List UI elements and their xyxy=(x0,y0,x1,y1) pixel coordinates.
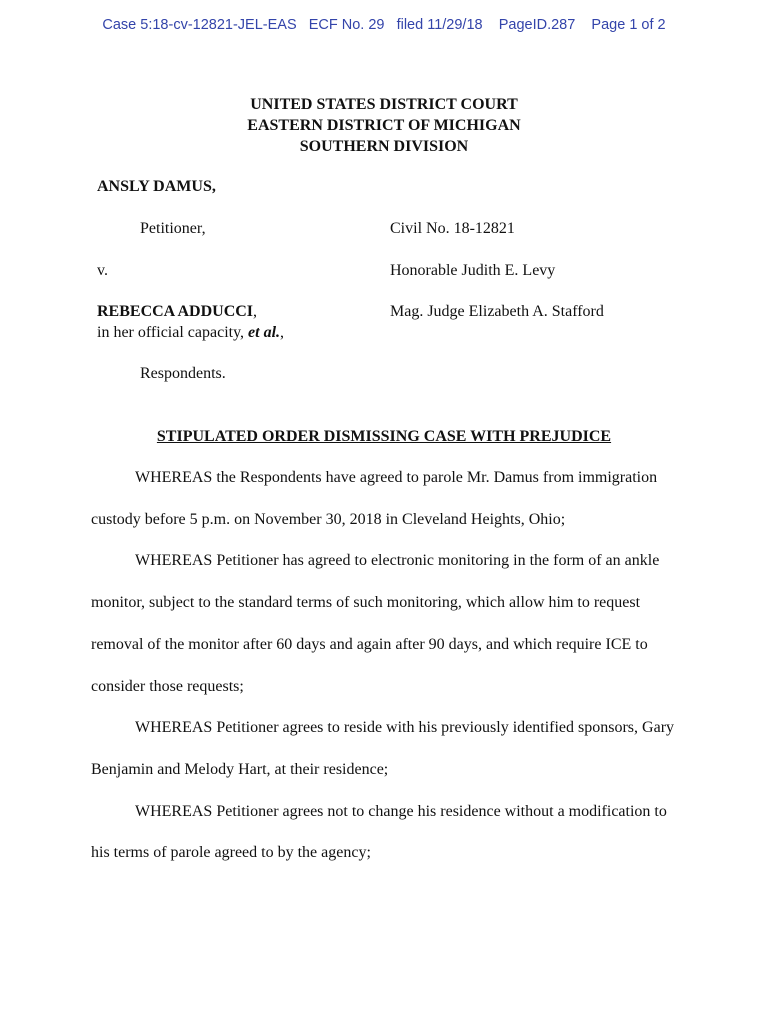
court-line-2: EASTERN DISTRICT OF MICHIGAN xyxy=(247,117,521,134)
paragraph: WHEREAS Petitioner has agreed to electronic monitoring in the form of an ankle monitor, subject to the standard terms of such monitoring, which allow him to request removal of the monitor after 60 days and again after 90 days, and which require ICE to consider those requests; xyxy=(91,552,660,695)
petitioner-name: ANSLY DAMUS, xyxy=(97,178,216,195)
ecf-number: ECF No. 29 xyxy=(308,17,385,33)
respondent-comma: , xyxy=(253,303,258,320)
respondent-name: REBECCA ADDUCCI xyxy=(97,303,254,320)
paragraph: WHEREAS the Respondents have agreed to parole Mr. Damus from immigration custody before 5 p.m. on November 30, 2018 in Cleveland Heights, Ohio; xyxy=(91,469,658,528)
respondent-role: Respondents. xyxy=(140,365,226,382)
filed-date: filed 11/29/18 xyxy=(396,17,483,33)
order-title: STIPULATED ORDER DISMISSING CASE WITH PREJUDICE xyxy=(156,428,612,445)
case-number: Case 5:18-cv-12821-JEL-EAS xyxy=(102,17,297,33)
paragraph: WHEREAS Petitioner agrees not to change his residence without a modification to his terms of parole agreed to by the agency; xyxy=(91,802,667,862)
court-line-3: SOUTHERN DIVISION xyxy=(299,138,469,155)
respondent-name-line xyxy=(97,302,257,322)
petitioner-role: Petitioner, xyxy=(140,220,206,237)
court-heading xyxy=(0,94,768,157)
capacity-text: in her official capacity, xyxy=(97,324,249,341)
page-id: PageID.287 xyxy=(498,17,576,33)
order-body xyxy=(91,457,681,874)
paragraph: WHEREAS Petitioner agrees to reside with his previously identified sponsors, Gary Benjamin and Melody Hart, at their residence; xyxy=(91,719,675,778)
court-line-1: UNITED STATES DISTRICT COURT xyxy=(250,96,518,113)
versus: v. xyxy=(97,262,108,279)
magistrate-judge: Mag. Judge Elizabeth A. Stafford xyxy=(390,303,604,320)
ecf-header xyxy=(0,17,768,33)
judge-name: Honorable Judith E. Levy xyxy=(390,262,556,279)
respondent-capacity xyxy=(97,323,284,343)
capacity-suffix: , xyxy=(280,324,285,341)
et-al: et al. xyxy=(248,324,281,341)
page-count: Page 1 of 2 xyxy=(591,17,666,33)
civil-number: Civil No. 18-12821 xyxy=(390,220,515,237)
